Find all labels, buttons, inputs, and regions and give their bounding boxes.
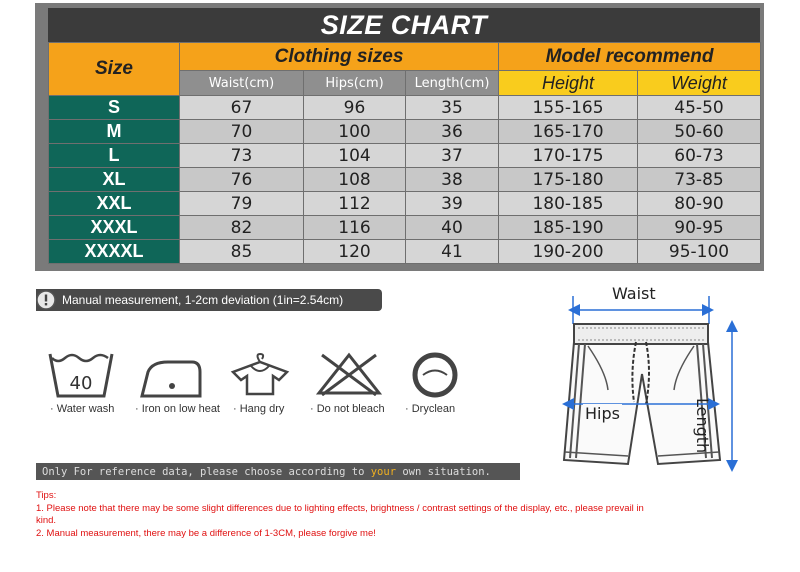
dryclean-label: · Dryclean [405,403,456,415]
no-bleach-icon [316,352,382,396]
waist-cell: 73 [180,144,304,168]
weight-cell: 73-85 [638,168,761,192]
hips-cell: 120 [304,240,406,264]
iron-icon [138,358,202,398]
table-row [49,96,761,120]
table-row [49,168,761,192]
size-header: Size [49,43,180,96]
height-cell: 175-180 [499,168,638,192]
weight-cell: 45-50 [638,96,761,120]
hips-column-header: Hips(cm) [304,71,406,96]
size-cell: XXXL [49,216,180,240]
waist-cell: 85 [180,240,304,264]
height-column-header: Height [499,71,638,96]
measurement-note [36,289,382,311]
length-cell: 38 [406,168,499,192]
size-cell: M [49,120,180,144]
size-cell: XXL [49,192,180,216]
weight-cell: 90-95 [638,216,761,240]
tips-heading: Tips: [36,490,57,501]
reference-text-highlight: your [370,465,397,478]
waist-cell: 82 [180,216,304,240]
iron-label: · Iron on low heat [135,403,220,415]
size-cell: XXXXL [49,240,180,264]
chart-title: SIZE CHART [48,8,760,42]
size-cell: L [49,144,180,168]
hang-dry-label: · Hang dry [233,403,285,415]
no-bleach-label: · Do not bleach [310,403,385,415]
weight-cell: 60-73 [638,144,761,168]
reference-text-before: Only For reference data, please choose according to [42,465,371,478]
shorts-diagram [548,282,763,472]
waist-cell: 79 [180,192,304,216]
weight-column-header: Weight [638,71,761,96]
hang-dry-icon [229,352,291,396]
tips-block [36,490,656,540]
clothing-sizes-header: Clothing sizes [180,43,499,71]
height-cell: 185-190 [499,216,638,240]
reference-text-after: own situation. [396,465,491,478]
length-cell: 35 [406,96,499,120]
weight-cell: 95-100 [638,240,761,264]
waist-column-header: Waist(cm) [180,71,304,96]
dryclean-icon [403,352,467,398]
reference-note [36,463,520,480]
waistband [574,324,708,344]
height-cell: 180-185 [499,192,638,216]
hips-cell: 100 [304,120,406,144]
length-label: Length [693,398,712,454]
length-cell: 37 [406,144,499,168]
water-wash-icon [48,352,114,398]
size-cell: XL [49,168,180,192]
measurement-note-text: Manual measurement, 1-2cm deviation (1in=2.54cm) [62,293,344,307]
waist-cell: 76 [180,168,304,192]
model-recommend-header: Model recommend [499,43,761,71]
length-cell: 39 [406,192,499,216]
table-row [49,192,761,216]
hips-cell: 104 [304,144,406,168]
tips-line-2: 2. Manual measurement, there may be a difference of 1-3CM, please forgive me! [36,527,376,539]
water-wash-label: · Water wash [50,403,115,415]
height-cell: 190-200 [499,240,638,264]
length-cell: 36 [406,120,499,144]
table-row [49,120,761,144]
waist-cell: 70 [180,120,304,144]
hips-cell: 96 [304,96,406,120]
size-cell: S [49,96,180,120]
table-row [49,240,761,264]
info-icon [36,290,56,310]
length-column-header: Length(cm) [406,71,499,96]
hips-cell: 112 [304,192,406,216]
height-cell: 165-170 [499,120,638,144]
height-cell: 170-175 [499,144,638,168]
waist-cell: 67 [180,96,304,120]
table-row [49,144,761,168]
length-cell: 41 [406,240,499,264]
size-table [48,42,761,264]
water-temp-text: 40 [69,373,93,394]
hips-label: Hips [585,404,620,423]
weight-cell: 80-90 [638,192,761,216]
hips-cell: 116 [304,216,406,240]
waist-label: Waist [612,284,656,303]
tips-line-1: 1. Please note that there may be some slight differences due to lighting effects, brightness / contrast settings of the display, etc., please prevail in kind. [36,502,644,526]
weight-cell: 50-60 [638,120,761,144]
hips-cell: 108 [304,168,406,192]
table-row [49,216,761,240]
length-cell: 40 [406,216,499,240]
height-cell: 155-165 [499,96,638,120]
